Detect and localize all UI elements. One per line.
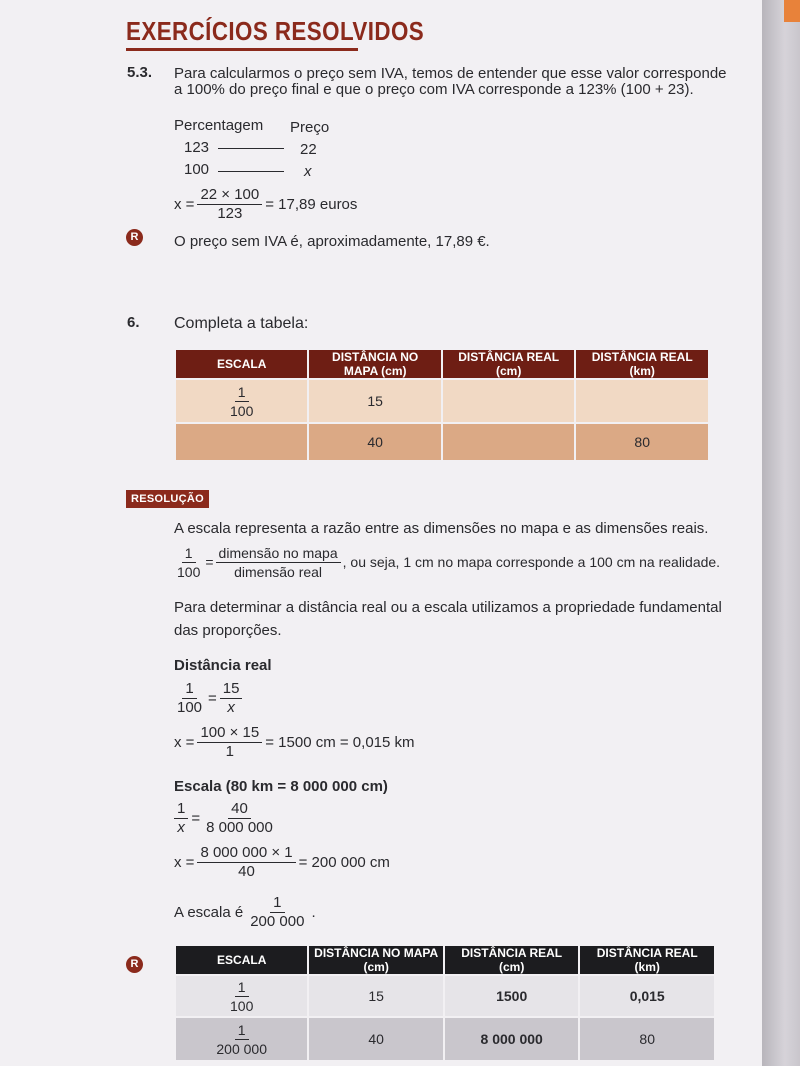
col-percent: Percentagem xyxy=(174,117,264,134)
cell-map: 15 xyxy=(308,975,444,1017)
f1-den: 100 xyxy=(177,564,201,580)
cell-real-km xyxy=(575,379,709,423)
d-equals: = xyxy=(208,690,217,707)
cell-map: 15 xyxy=(308,379,442,423)
e3-den: 40 xyxy=(238,863,255,880)
row1-price: 22 xyxy=(300,141,317,158)
e1-num: 1 xyxy=(174,800,188,819)
conc-fraction xyxy=(247,894,307,931)
th-real-km: DISTÂNCIA REAL (km) xyxy=(575,349,709,379)
eq-numerator: 22 × 100 xyxy=(197,186,262,205)
th-map-distance: DISTÂNCIA NO MAPA (cm) xyxy=(308,945,444,975)
orange-tab xyxy=(784,0,800,22)
e3-fraction xyxy=(197,844,295,881)
proportion-equation xyxy=(174,680,242,717)
ex6-prompt: Completa a tabela: xyxy=(174,315,309,332)
e3-lhs: x = xyxy=(174,854,195,871)
cell-scale xyxy=(175,1017,308,1061)
resolution-p2-line2: das proporções. xyxy=(174,622,282,639)
th-escala: ESCALA xyxy=(175,349,308,379)
cell-real-cm xyxy=(442,379,576,423)
table-header-row xyxy=(175,349,709,379)
d1-num: 1 xyxy=(182,680,196,699)
conc-den: 200 000 xyxy=(250,913,305,930)
cell-real-cm: 1500 xyxy=(444,975,580,1017)
d1-den: 100 xyxy=(177,699,203,716)
f-tail: , ou seja, 1 cm no mapa corresponde a 100 cm na realidade. xyxy=(342,554,721,570)
subheading-real-distance: Distância real xyxy=(174,657,272,674)
conc-pre: A escala é xyxy=(174,904,244,921)
table-row xyxy=(175,975,715,1017)
col-price: Preço xyxy=(290,119,330,136)
th-map-distance: DISTÂNCIA NO MAPA (cm) xyxy=(308,349,442,379)
scale-fraction xyxy=(227,978,256,1015)
scale-num: 1 xyxy=(235,1021,249,1040)
scale-num: 1 xyxy=(235,978,249,997)
f1-num: 1 xyxy=(182,544,196,563)
th-real-cm: DISTÂNCIA REAL (cm) xyxy=(442,349,576,379)
price-equation xyxy=(174,186,357,223)
table-row xyxy=(175,379,709,423)
d1-fraction xyxy=(174,680,205,717)
cell-map: 40 xyxy=(308,1017,444,1061)
exercise-number-5-3: 5.3. xyxy=(127,64,153,81)
cell-scale xyxy=(175,379,308,423)
f2-num: dimensão no mapa xyxy=(216,544,341,563)
scale-den: 100 xyxy=(230,402,254,419)
resolution-badge: RESOLUÇÃO xyxy=(126,490,209,508)
scale-fraction xyxy=(213,1021,270,1058)
cell-scale xyxy=(175,975,308,1017)
f2-den: dimensão real xyxy=(234,564,323,580)
exercise-number-6: 6. xyxy=(127,314,140,331)
scale-fraction xyxy=(227,383,256,420)
e1-fraction xyxy=(174,800,188,837)
e-equals: = xyxy=(191,810,201,827)
e2-fraction xyxy=(203,800,276,837)
eq-fraction xyxy=(197,186,262,223)
eq-lhs: x = xyxy=(174,196,195,213)
cell-scale xyxy=(175,423,308,461)
row2-percent: 100 xyxy=(184,161,210,178)
e3-num: 8 000 000 × 1 xyxy=(197,844,295,863)
final-answer-badge: R xyxy=(126,956,143,973)
scale-result xyxy=(174,844,390,881)
ex53-answer: O preço sem IVA é, aproximadamente, 17,89 €. xyxy=(174,233,490,250)
scale-proportion xyxy=(174,800,276,837)
eq-denominator: 123 xyxy=(217,205,243,222)
answer-badge: R xyxy=(126,229,143,246)
d2-den: x xyxy=(227,699,235,716)
d2-num: 15 xyxy=(220,680,243,699)
ratio-fraction-1 xyxy=(174,544,203,581)
e3-rhs: = 200 000 cm xyxy=(298,854,390,871)
scale-num: 1 xyxy=(235,383,249,402)
table-row xyxy=(175,423,709,461)
f-eq: = xyxy=(205,554,214,570)
eq-rhs: = 17,89 euros xyxy=(265,196,358,213)
ex53-text-line1: Para calcularmos o preço sem IVA, temos de entender que esse valor corresponde xyxy=(174,65,727,82)
section-heading: EXERCÍCIOS RESOLVIDOS xyxy=(126,16,425,46)
resolution-p2-line1: Para determinar a distância real ou a escala utilizamos a propriedade fundamental xyxy=(174,599,722,616)
e2-den: 8 000 000 xyxy=(206,819,273,836)
scale-den: 100 xyxy=(230,997,254,1014)
d2-fraction xyxy=(220,680,243,717)
page-edge xyxy=(762,0,800,1066)
resolution-p1: A escala representa a razão entre as dimensões no mapa e as dimensões reais. xyxy=(174,520,709,537)
real-distance-result xyxy=(174,724,415,761)
subheading-scale: Escala (80 km = 8 000 000 cm) xyxy=(174,778,388,795)
e2-num: 40 xyxy=(228,800,251,819)
row2-price: x xyxy=(304,163,312,180)
cell-real-cm: 8 000 000 xyxy=(444,1017,580,1061)
scale-ratio-equation xyxy=(174,544,720,581)
d3-fraction xyxy=(197,724,262,761)
d3-num: 100 × 15 xyxy=(197,724,262,743)
cell-real-km: 0,015 xyxy=(579,975,715,1017)
row1-percent: 123 xyxy=(184,139,210,156)
d3-lhs: x = xyxy=(174,734,195,751)
table-row xyxy=(175,1017,715,1061)
cell-real-km: 80 xyxy=(575,423,709,461)
heading-underline xyxy=(126,48,358,51)
ex53-text-line2: a 100% do preço final e que o preço com IVA corresponde a 123% (100 + 23). xyxy=(174,81,694,98)
e1-den: x xyxy=(177,819,185,836)
scale-conclusion xyxy=(174,894,316,931)
cell-map: 40 xyxy=(308,423,442,461)
cell-real-km: 80 xyxy=(579,1017,715,1061)
row1-dash xyxy=(218,148,284,149)
th-escala: ESCALA xyxy=(175,945,308,975)
th-real-km: DISTÂNCIA REAL (km) xyxy=(579,945,715,975)
conc-post: . xyxy=(311,904,316,921)
d3-rhs: = 1500 cm = 0,015 km xyxy=(265,734,415,751)
th-real-cm: DISTÂNCIA REAL (cm) xyxy=(444,945,580,975)
answer-table xyxy=(174,944,716,1062)
answer-header-row xyxy=(175,945,715,975)
row2-dash xyxy=(218,171,284,172)
exercise-table xyxy=(174,348,710,462)
d3-den: 1 xyxy=(225,743,235,760)
ratio-fraction-2 xyxy=(216,544,341,581)
scale-den: 200 000 xyxy=(216,1040,267,1057)
conc-num: 1 xyxy=(270,894,284,913)
cell-real-cm xyxy=(442,423,576,461)
